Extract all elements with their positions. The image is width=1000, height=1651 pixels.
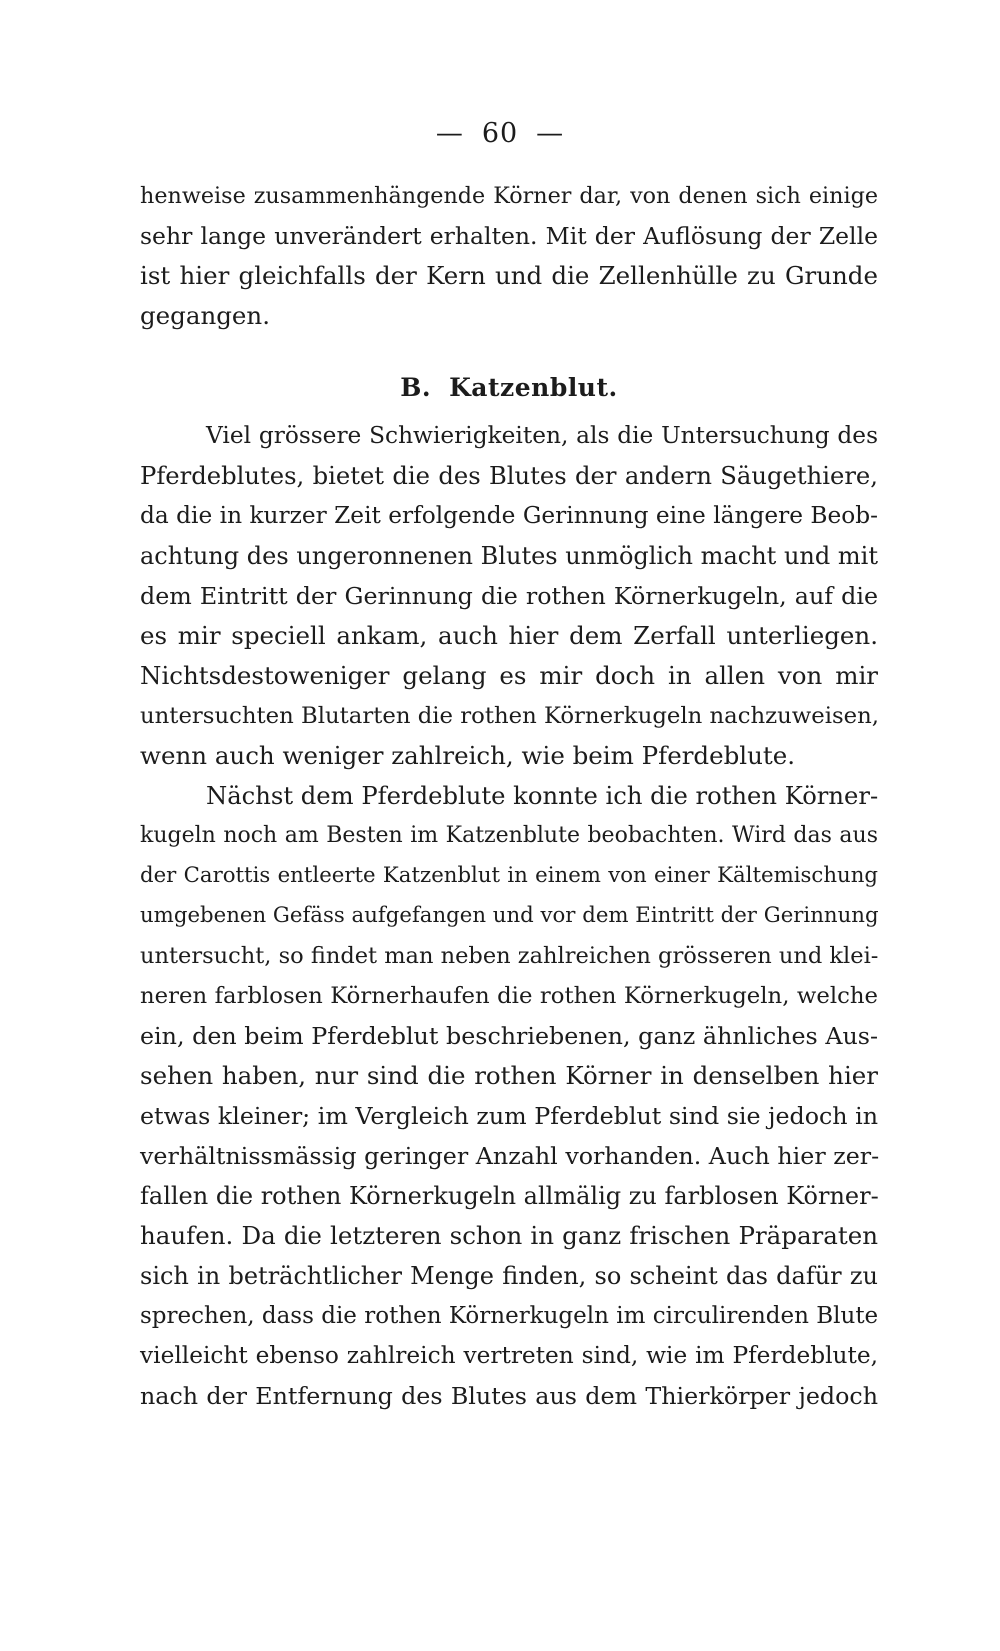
text-line: gegangen. xyxy=(140,301,271,330)
running-head-dash-left: — xyxy=(435,118,464,149)
text-line: neren farblosen Körnerhaufen die rothen Körnerkugeln, welche xyxy=(140,983,878,1009)
text-line: sprechen, dass die rothen Körnerkugeln im circulirenden Blute xyxy=(140,1303,879,1329)
text-line: umgebenen Gefäss aufgefangen und vor dem Eintritt der Gerinnung xyxy=(140,903,879,928)
text-line: Pferdeblutes, bietet die des Blutes der andern Säugethiere, xyxy=(140,461,878,490)
text-line: achtung des ungeronnenen Blutes unmöglich macht und mit xyxy=(140,542,878,570)
text-line: sich in beträchtlicher Menge finden, so scheint das dafür zu xyxy=(140,1262,878,1290)
running-head-dash-right: — xyxy=(536,118,565,149)
text-line: dem Eintritt der Gerinnung die rothen Körnerkugeln, auf die xyxy=(140,582,878,610)
text-line: kugeln noch am Besten im Katzenblute beobachten. Wird das aus xyxy=(140,823,878,848)
text-line: haufen. Da die letzteren schon in ganz frischen Präparaten xyxy=(140,1221,878,1250)
text-line: es mir speciell ankam, auch hier dem Zerfall unterliegen. xyxy=(140,621,878,650)
text-line: etwas kleiner; im Vergleich zum Pferdeblut sind sie jedoch in xyxy=(140,1102,879,1130)
text-line: da die in kurzer Zeit erfolgende Gerinnung eine längere Beob- xyxy=(140,502,878,529)
text-line: henweise zusammenhängende Körner dar, von denen sich einige xyxy=(140,183,878,209)
section-heading xyxy=(140,366,878,410)
running-head xyxy=(0,118,1000,149)
intro-paragraph xyxy=(140,176,878,336)
section-heading-title: Katzenblut. xyxy=(449,373,618,402)
text-line: Nichtsdestoweniger gelang es mir doch in allen von mir xyxy=(140,661,878,690)
text-line: untersucht, so findet man neben zahlreichen grösseren und klei- xyxy=(140,943,879,969)
text-line: Viel grössere Schwierigkeiten, als die Untersuchung des xyxy=(206,422,878,449)
text-line: sehr lange unverändert erhalten. Mit der Auflösung der Zelle xyxy=(140,222,878,250)
text-line: untersuchten Blutarten die rothen Körnerkugeln nachzuweisen, xyxy=(140,703,880,729)
text-line: vielleicht ebenso zahlreich vertreten sind, wie im Pferdeblute, xyxy=(140,1342,878,1369)
text-line: fallen die rothen Körnerkugeln allmälig zu farblosen Körner- xyxy=(140,1182,879,1210)
section-heading-prefix: B. xyxy=(400,373,432,402)
text-line: verhältnissmässig geringer Anzahl vorhanden. Auch hier zer- xyxy=(140,1142,880,1170)
text-line: ein, den beim Pferdeblut beschriebenen, ganz ähnliches Aus- xyxy=(140,1022,878,1050)
paragraph-2 xyxy=(140,776,878,1416)
text-block xyxy=(140,176,878,1416)
text-line: sehen haben, nur sind die rothen Körner in denselben hier xyxy=(140,1061,878,1090)
text-line: wenn auch weniger zahlreich, wie beim Pferdeblute. xyxy=(140,741,796,770)
text-line: nach der Entfernung des Blutes aus dem Thierkörper jedoch xyxy=(140,1382,878,1410)
text-line: Nächst dem Pferdeblute konnte ich die rothen Körner- xyxy=(206,781,879,810)
paragraph-1 xyxy=(140,416,878,776)
text-line: ist hier gleichfalls der Kern und die Zellenhülle zu Grunde xyxy=(140,261,878,290)
text-line: der Carottis entleerte Katzenblut in einem von einer Kältemischung xyxy=(140,863,878,888)
page-number: 60 xyxy=(481,118,519,149)
